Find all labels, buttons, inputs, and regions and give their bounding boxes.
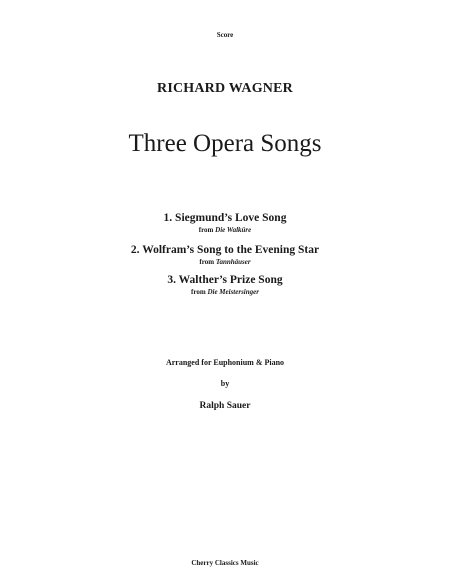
song-title-2: 2. Wolfram’s Song to the Evening Star [130, 244, 320, 256]
source-prefix: from [199, 258, 215, 266]
publisher-name: Cherry Classics Music [191, 559, 259, 567]
composer-name: RICHARD WAGNER [157, 81, 293, 96]
opera-title: Tannhäuser [215, 258, 251, 266]
source-prefix: from [198, 226, 214, 234]
page-title: Three Opera Songs [128, 130, 322, 157]
song-source-1 [0, 226, 450, 235]
arrangement-line: Arranged for Euphonium & Piano [165, 358, 285, 367]
song-source-3 [0, 288, 450, 297]
arranger-name: Ralph Sauer [199, 401, 251, 411]
source-prefix: from [191, 288, 206, 296]
song-title-3: 3. Walther’s Prize Song [167, 274, 283, 286]
song-title-1: 1. Siegmund’s Love Song [163, 212, 287, 224]
score-label: Score [216, 31, 234, 39]
opera-title: Die Meistersinger [207, 288, 259, 296]
by-line: by [220, 379, 230, 388]
opera-title: Die Walküre [215, 226, 252, 234]
song-source-2 [0, 258, 450, 267]
